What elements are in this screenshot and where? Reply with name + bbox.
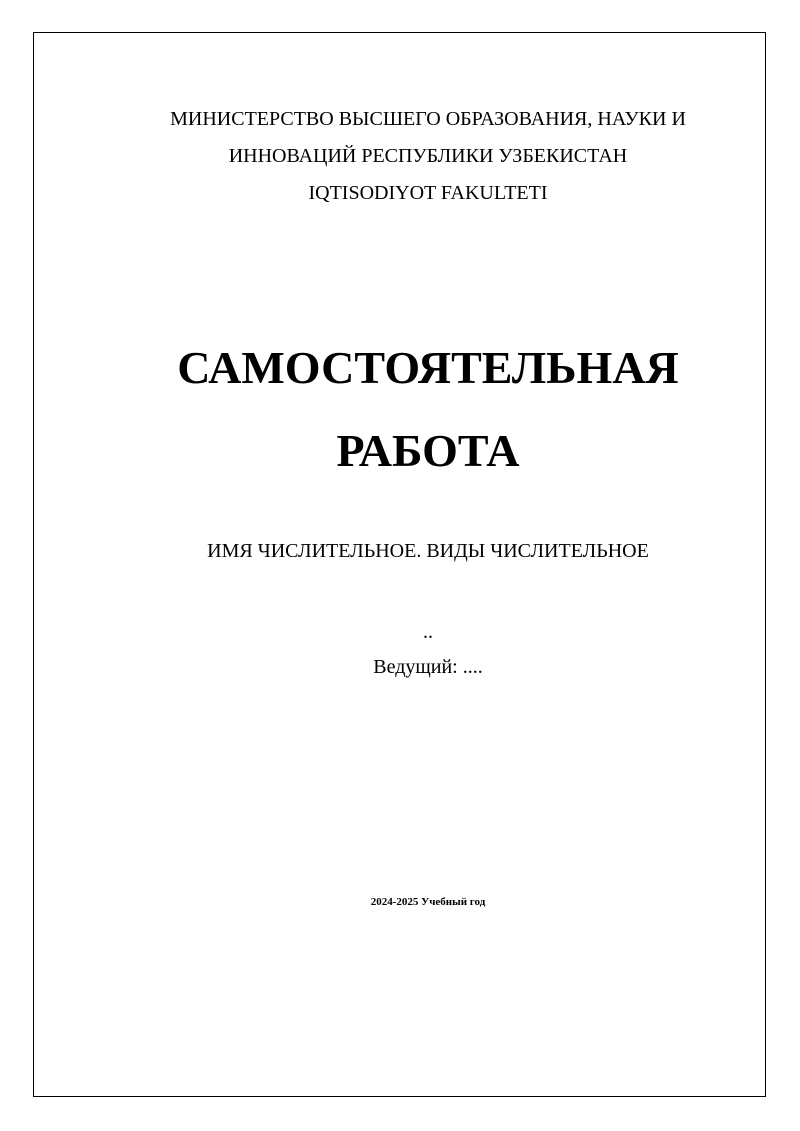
ministry-line-1: МИНИСТЕРСТВО ВЫСШЕГО ОБРАЗОВАНИЯ, НАУКИ И [170, 108, 686, 130]
author-placeholder: .. [423, 621, 433, 643]
title-line-1: САМОСТОЯТЕЛЬНАЯ [177, 342, 679, 393]
topic-subtitle: ИМЯ ЧИСЛИТЕЛЬНОЕ. ВИДЫ ЧИСЛИТЕЛЬНОЕ [207, 540, 649, 562]
leader-line: Ведущий: .... [373, 656, 483, 678]
faculty-line: IQTISODIYOT FAKULTETI [308, 182, 548, 204]
title-line-2: РАБОТА [336, 425, 520, 476]
academic-year: 2024-2025 Учебный год [370, 896, 486, 908]
ministry-line-2: ИННОВАЦИЙ РЕСПУБЛИКИ УЗБЕКИСТАН [228, 145, 628, 167]
